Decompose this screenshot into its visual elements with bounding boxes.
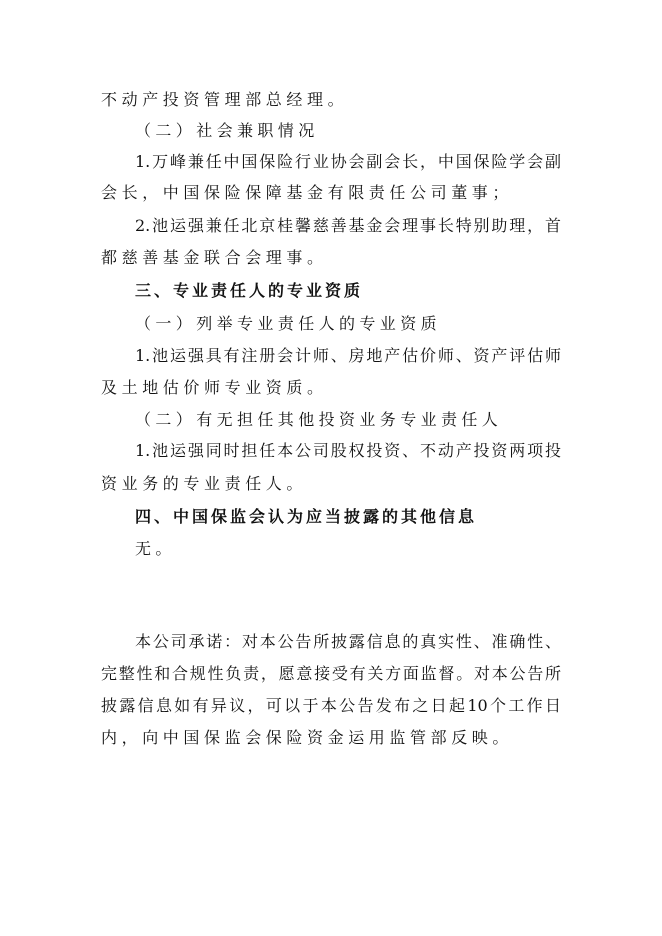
commitment-line: 内，向中国保监会保险资金运用监管部反映。 (101, 728, 514, 747)
paragraph-line: 2.池运强兼任北京桂馨慈善基金会理事长特别助理，首 (135, 216, 561, 235)
paragraph-line: 会长，中国保险保障基金有限责任公司董事； (101, 183, 514, 202)
paragraph-line: 不动产投资管理部总经理。 (101, 90, 349, 109)
section-heading-3: 三、专业责任人的专业资质 (135, 281, 364, 300)
commitment-line: 本公司承诺：对本公告所披露信息的真实性、准确性、 (135, 632, 561, 651)
paragraph-line: 无。 (135, 539, 176, 558)
paragraph-line: 及土地估价师专业资质。 (101, 378, 328, 397)
commitment-line: 披露信息如有异议，可以于本公告发布之日起10个工作日 (101, 696, 561, 715)
subheading-social-positions: （二）社会兼职情况 (135, 121, 319, 140)
commitment-line: 完整性和合规性负责，愿意接受有关方面监督。对本公告所 (101, 664, 561, 683)
subheading-other-roles: （二）有无担任其他投资业务专业责任人 (135, 410, 503, 429)
subheading-qualifications: （一）列举专业责任人的专业资质 (135, 314, 442, 333)
paragraph-line: 资业务的专业责任人。 (101, 474, 308, 493)
paragraph-line: 1.池运强具有注册会计师、房地产估价师、资产评估师 (135, 346, 561, 365)
section-heading-4: 四、中国保监会认为应当披露的其他信息 (135, 507, 478, 526)
paragraph-line: 都慈善基金联合会理事。 (101, 248, 328, 267)
paragraph-line: 1.万峰兼任中国保险行业协会副会长，中国保险学会副 (135, 152, 561, 171)
paragraph-line: 1.池运强同时担任本公司股权投资、不动产投资两项投 (135, 441, 561, 460)
